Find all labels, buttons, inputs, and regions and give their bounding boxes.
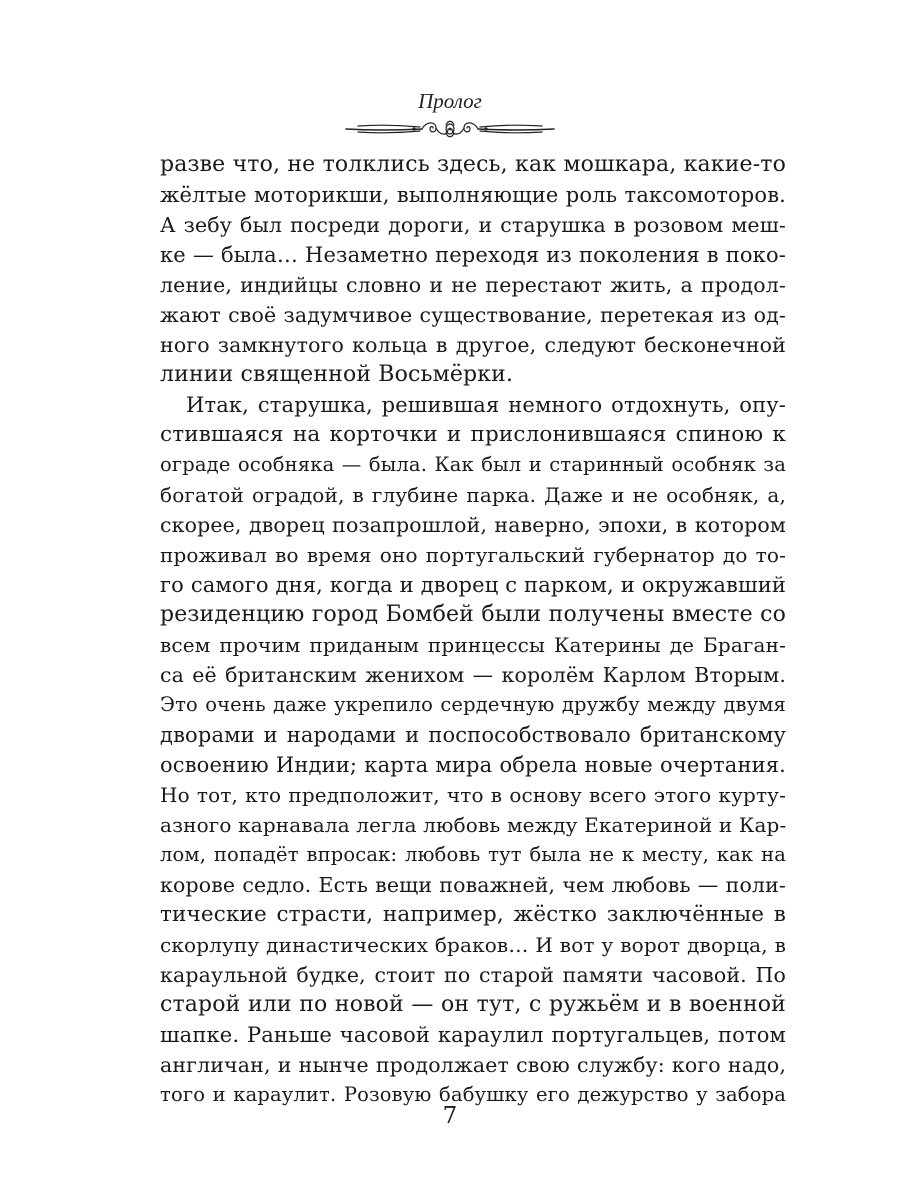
text-line: тические страсти, например, жёстко заключённые в	[160, 902, 786, 927]
text-line: стившаяся на корточки и прислонившаяся спиною к	[160, 422, 786, 447]
text-line: ление, индийцы словно и не перестают жить, а продол-	[160, 273, 786, 297]
body-text	[160, 150, 786, 1110]
text-line: ограде особняка — была. Как был и старинный особняк за	[160, 453, 786, 476]
text-line: освоению Индии; карта мира обрела новые очертания.	[160, 753, 786, 777]
text-line: скорее, дворец позапрошлой, наверно, эпохи, в котором	[160, 513, 786, 537]
text-line: проживал во время оно португальский губернатор до то-	[160, 543, 786, 567]
text-line: корове седло. Есть вещи поважней, чем любовь — поли-	[160, 873, 786, 897]
text-line: азного карнавала легла любовь между Екатериной и Кар-	[160, 813, 787, 837]
text-line: го самого дня, когда и дворец с парком, и окружавший	[160, 573, 786, 597]
paragraph	[160, 150, 786, 390]
text-line: ке — была… Незаметно переходя из поколения в поко-	[160, 243, 786, 267]
text-line: шапке. Раньше часовой караулил португальцев, потом	[160, 1023, 786, 1047]
text-line: того и караулит. Розовую бабушку его дежурство у забора	[160, 1083, 786, 1106]
page-number: 7	[442, 1103, 458, 1129]
text-line: А зебу был посреди дороги, и старушка в розовом меш-	[160, 213, 786, 237]
text-line: лом, попадёт впросак: любовь тут была не к месту, как на	[160, 843, 786, 866]
page-header	[0, 88, 900, 142]
text-line: ного замкнутого кольца в другое, следуют бесконечной	[160, 333, 786, 357]
text-line: всем прочим приданым принцессы Катерины де Браган-	[160, 633, 786, 657]
text-line: са её британским женихом — королём Карлом Вторым.	[160, 663, 786, 687]
text-line: Итак, старушка, решившая немного отдохнуть, опу-	[186, 393, 786, 417]
text-line: богатой оградой, в глубине парка. Даже и не особняк, а,	[160, 483, 786, 507]
text-line: резиденцию город Бомбей были получены вместе со	[160, 602, 786, 627]
running-title: Пролог	[418, 89, 482, 113]
text-line: Но тот, кто предположит, что в основу всего этого курту-	[160, 783, 786, 807]
text-line: линии священной Восьмёрки.	[160, 362, 514, 387]
text-line: жёлтые моторикши, выполняющие роль таксомоторов.	[160, 183, 786, 207]
paragraph	[160, 390, 786, 1110]
text-line: караульной будке, стоит по старой памяти часовой. По	[160, 963, 786, 987]
text-line: разве что, не толклись здесь, как мошкара, какие-то	[160, 152, 786, 177]
ornamental-divider-icon	[344, 116, 556, 142]
text-line: англичан, и нынче продолжает свою службу: кого надо,	[160, 1053, 786, 1077]
text-line: дворами и народами и поспособствовало британскому	[160, 723, 786, 747]
text-line: Это очень даже укрепило сердечную дружбу между двумя	[160, 693, 786, 716]
text-line: старой или по новой — он тут, с ружьём и в военной	[160, 992, 786, 1017]
text-line: скорлупу династических браков… И вот у ворот дворца, в	[160, 933, 786, 957]
text-line: жают своё задумчивое существование, перетекая из од-	[160, 303, 786, 327]
